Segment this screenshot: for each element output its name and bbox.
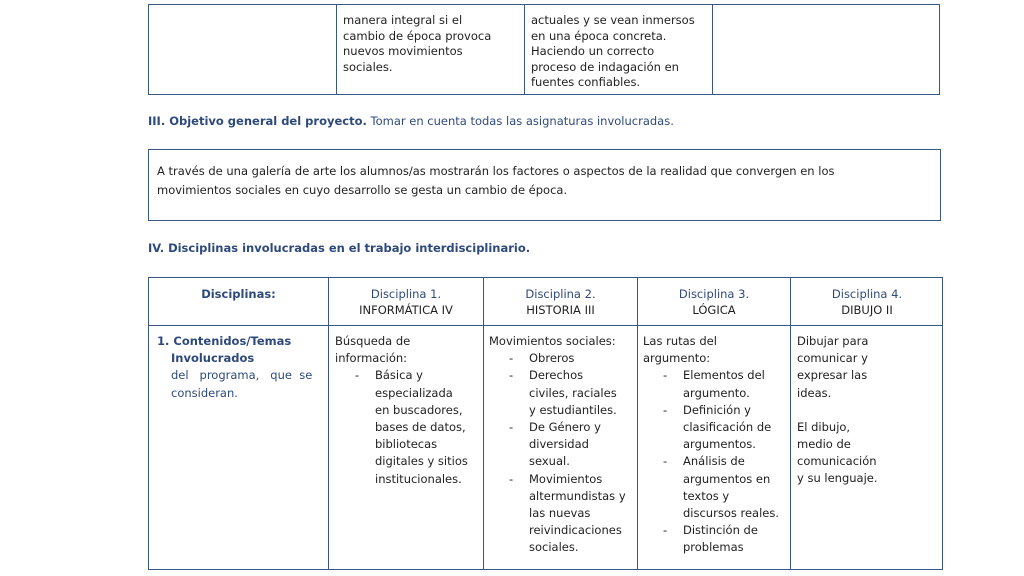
text-line: argumentos en: [683, 471, 771, 486]
text-line: comunicación: [797, 454, 877, 469]
section-3-title: III. Objetivo general del proyecto.: [148, 114, 367, 128]
text-line: sociales.: [343, 59, 393, 74]
text-line: sociales.: [529, 540, 579, 555]
text-line: Búsqueda de: [335, 334, 411, 348]
bullet-list: [335, 367, 481, 487]
text-line: problemas: [683, 540, 744, 555]
list-item: [643, 522, 789, 556]
text-line: institucionales.: [375, 471, 462, 486]
section-3-heading: [148, 114, 674, 128]
text-line: en buscadores,: [375, 402, 463, 417]
text-line: - Movimientos: [529, 471, 603, 486]
text-line: - Obreros: [529, 351, 575, 366]
list-item: [489, 350, 637, 367]
text-line: - Elementos del: [683, 368, 765, 383]
header-subject: DIBUJO II: [841, 303, 893, 317]
text-line: manera integral si el: [343, 13, 463, 27]
table-divider: [524, 5, 525, 94]
table-divider: [328, 278, 329, 569]
section-4-heading: IV. Disciplinas involucradas en el trabajo interdisciplinario.: [148, 241, 531, 255]
list-item: [643, 453, 789, 522]
text-line: expresar las: [797, 368, 868, 383]
cell-historia: [489, 333, 637, 557]
text-line: proceso de indagación en: [531, 59, 679, 74]
text-line: - De Género y: [529, 420, 601, 435]
table-divider: [712, 5, 713, 94]
header-title: Disciplina 2.: [525, 287, 596, 301]
header-disciplina-1: [329, 286, 483, 318]
paragraph-spacer: [797, 402, 941, 419]
text-line: cambio de época provoca: [343, 28, 492, 43]
text-line: - Básica y: [375, 368, 423, 383]
header-title: Disciplina 3.: [678, 287, 750, 301]
header-disciplina-3: [638, 286, 790, 318]
text-line: - Derechos: [529, 368, 584, 383]
bullet-list: [643, 367, 789, 556]
text-line: argumento.: [683, 385, 750, 400]
text-line: actuales y se vean inmersos: [531, 13, 695, 27]
row-label-contenidos: [157, 333, 323, 402]
objective-text-line: A través de una galería de arte los alumnos/as mostrarán los factores o aspectos de la realidad que convergen en los: [157, 164, 835, 178]
row-label-line: 1. Contenidos/Temas: [157, 334, 292, 348]
text-line: y su lenguaje.: [797, 471, 878, 486]
text-line: textos y: [683, 488, 730, 503]
top-continuation-table: [148, 4, 940, 95]
list-item: [489, 419, 637, 471]
header-disciplina-4: [791, 286, 943, 318]
table-divider: [637, 278, 638, 569]
text-line: argumento:: [643, 351, 711, 366]
list-item: [489, 471, 637, 557]
table-divider: [483, 278, 484, 569]
section-3-subtitle: Tomar en cuenta todas las asignaturas involucradas.: [366, 114, 674, 128]
table-divider: [336, 5, 337, 94]
text-line: Las rutas del: [643, 334, 717, 348]
text-line: y estudiantiles.: [529, 402, 617, 417]
text-line: - Definición y: [683, 402, 751, 417]
text-line: diversidad: [529, 437, 589, 452]
header-subject: LÓGICA: [692, 303, 736, 317]
text-line: medio de: [797, 437, 851, 452]
disciplines-table: [148, 277, 943, 570]
text-line: especializada: [375, 385, 453, 400]
text-line: nuevos movimientos: [343, 44, 463, 58]
text-line: información:: [335, 351, 408, 366]
cell-logica: [643, 333, 789, 557]
objective-text-line: movimientos sociales en cuyo desarrollo se gesta un cambio de época.: [157, 183, 568, 197]
list-item: [489, 367, 637, 419]
text-line: clasificación de: [683, 420, 772, 435]
top-table-cell-2: [343, 13, 491, 75]
text-line: bibliotecas: [375, 437, 438, 452]
header-disciplina-2: [484, 286, 637, 318]
row-label-line: del programa, que se: [171, 368, 313, 383]
cell-dibujo: [797, 333, 941, 488]
text-line: altermundistas y: [529, 488, 626, 503]
header-title: Disciplina 4.: [831, 287, 903, 301]
text-line: reivindicaciones: [529, 523, 622, 538]
text-line: sexual.: [529, 454, 570, 469]
text-line: comunicar y: [797, 351, 868, 366]
row-label-line: Involucrados: [171, 351, 255, 366]
list-item: [335, 367, 481, 487]
text-line: civiles, raciales: [529, 385, 617, 400]
list-item: [643, 402, 789, 454]
text-line: El dibujo,: [797, 419, 851, 434]
text-line: - Distinción de: [683, 523, 758, 538]
header-title: Disciplina 1.: [370, 287, 442, 301]
text-line: bases de datos,: [375, 420, 466, 435]
objective-box: [148, 149, 941, 221]
text-line: digitales y sitios: [375, 454, 468, 469]
text-line: en una época concreta.: [531, 28, 667, 43]
header-subject: HISTORIA III: [526, 303, 595, 317]
bullet-list: [489, 350, 637, 556]
header-divider: [149, 325, 942, 326]
cell-informatica: [335, 333, 481, 488]
header-subject: INFORMÁTICA IV: [359, 303, 453, 317]
row-label-line: consideran.: [171, 385, 238, 400]
header-disciplinas: Disciplinas:: [201, 287, 276, 301]
text-line: Dibujar para: [797, 334, 869, 348]
table-divider: [790, 278, 791, 569]
text-line: argumentos.: [683, 437, 756, 452]
top-table-cell-3: [531, 13, 695, 91]
list-item: [643, 367, 789, 401]
text-line: Movimientos sociales:: [489, 334, 616, 348]
text-line: discursos reales.: [683, 506, 780, 521]
text-line: las nuevas: [529, 506, 591, 521]
text-line: Haciendo un correcto: [531, 44, 655, 58]
text-line: - Análisis de: [683, 454, 745, 469]
text-line: fuentes confiables.: [531, 75, 641, 89]
text-line: ideas.: [797, 385, 832, 400]
